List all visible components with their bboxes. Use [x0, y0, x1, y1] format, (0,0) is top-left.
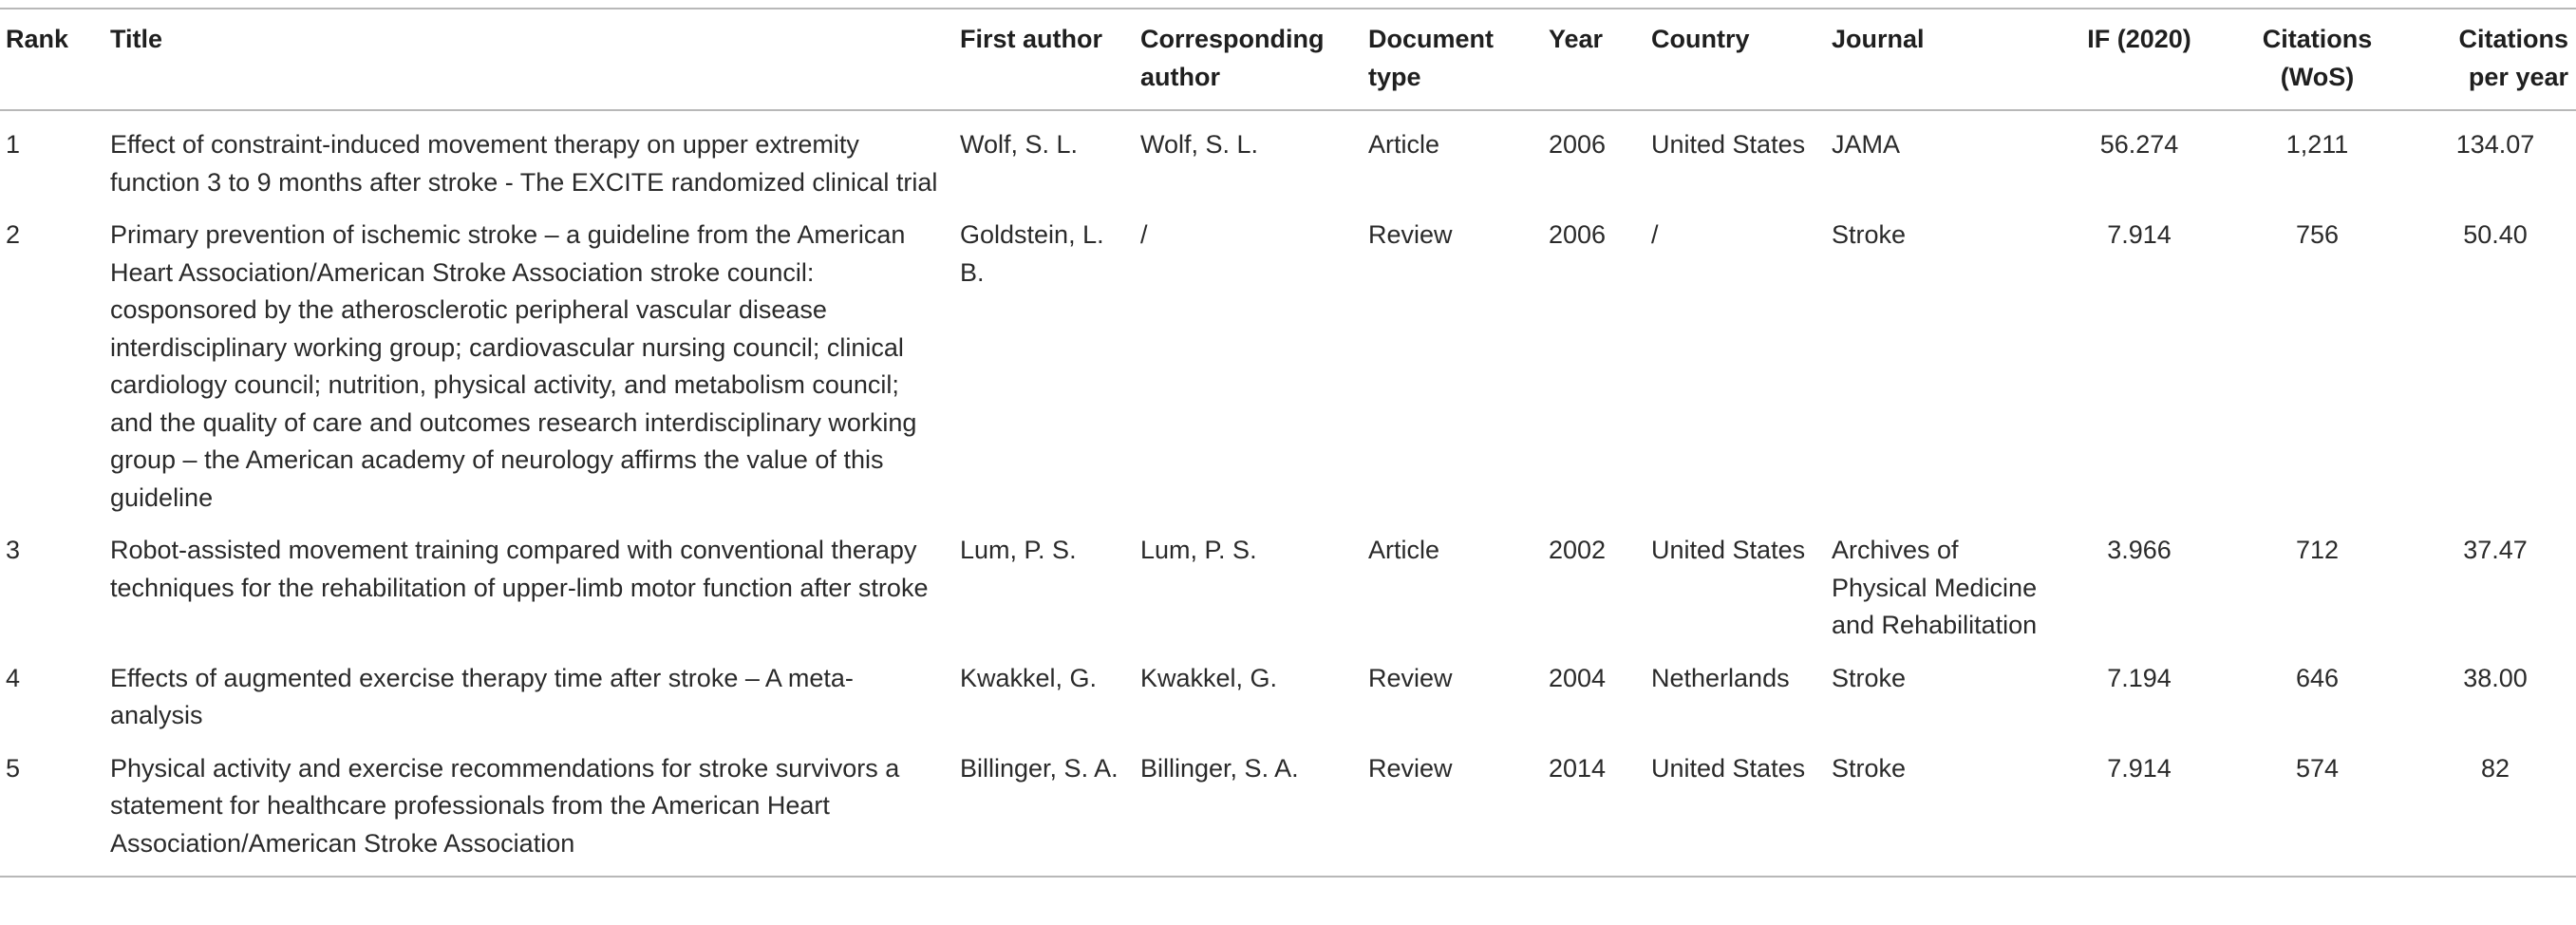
- cell-journal: JAMA: [1832, 130, 1901, 159]
- cell-corresponding-author: Lum, P. S.: [1140, 536, 1257, 564]
- cell-corresponding-author: Kwakkel, G.: [1140, 663, 1278, 692]
- header-country: Country: [1651, 25, 1750, 53]
- cell-journal: Stroke: [1832, 753, 1907, 783]
- cell-year: 2002: [1549, 536, 1607, 564]
- cell-corresponding-author: Billinger, S. A.: [1140, 753, 1299, 783]
- cell-corresponding-author: Wolf, S. L.: [1140, 130, 1259, 159]
- cell-document-type: Article: [1368, 130, 1440, 159]
- cell-citations-wos: 756: [2295, 220, 2340, 249]
- table-row: [0, 203, 2576, 519]
- cell-rank: 5: [6, 753, 21, 783]
- header-journal: Journal: [1832, 25, 1925, 53]
- cell-if-2020: 7.194: [2107, 663, 2172, 692]
- cell-citations-per-year: 37.47: [2463, 536, 2528, 564]
- header-year: Year: [1549, 25, 1604, 53]
- cell-citations-per-year: 82: [2480, 753, 2510, 783]
- cell-citations-wos: 1,211: [2285, 130, 2349, 159]
- cell-rank: 3: [6, 536, 21, 564]
- header-first-author: First author: [960, 25, 1103, 53]
- cell-journal: Stroke: [1832, 663, 1907, 692]
- cell-citations-per-year: 38.00: [2463, 663, 2528, 692]
- header-title: Title: [110, 25, 163, 53]
- cell-year: 2006: [1549, 220, 1607, 249]
- cell-country: United States: [1651, 130, 1806, 159]
- cell-document-type: Review: [1368, 220, 1453, 249]
- cell-first-author: Goldstein, L. B.: [960, 220, 1104, 287]
- cell-if-2020: 56.274: [2099, 130, 2179, 159]
- cell-citations-per-year: 134.07: [2455, 130, 2535, 159]
- cell-year: 2006: [1549, 130, 1607, 159]
- table-row: [0, 519, 2576, 647]
- cell-country: United States: [1651, 753, 1806, 783]
- cell-citations-per-year: 50.40: [2463, 220, 2528, 249]
- cell-if-2020: 7.914: [2107, 753, 2172, 783]
- cell-document-type: Review: [1368, 753, 1453, 783]
- cell-citations-wos: 574: [2295, 753, 2340, 783]
- cell-rank: 4: [6, 663, 21, 692]
- cell-first-author: Lum, P. S.: [960, 536, 1077, 564]
- cell-title: Primary prevention of ischemic stroke – a guideline from the American Heart Association/American Stroke Association stroke council: cosponsored by the atherosclerotic peripheral vascular disease interdisciplinary working group; cardiovascular nursing council; clinical cardiology council; nutrition, physical activity, and metabolism council; and the quality of care and outcomes research interdisciplinary working group – the American academy of neurology affirms the value of this guideline: [110, 220, 917, 512]
- table-row: [0, 110, 2576, 203]
- cell-country: United States: [1651, 536, 1806, 564]
- table-row: [0, 647, 2576, 737]
- cell-journal: Archives of Physical Medicine and Rehabilitation: [1832, 536, 2038, 639]
- header-citations-per-year: Citations per year: [2458, 25, 2568, 91]
- cell-country: Netherlands: [1651, 663, 1790, 692]
- cell-country: /: [1651, 220, 1659, 249]
- header-document-type: Document type: [1368, 25, 1495, 91]
- cell-if-2020: 7.914: [2107, 220, 2172, 249]
- table-body: [0, 110, 2576, 877]
- cell-title: Robot-assisted movement training compared with conventional therapy techniques for the rehabilitation of upper-limb motor function after stroke: [110, 536, 929, 602]
- header-rank: Rank: [6, 25, 69, 53]
- cell-document-type: Article: [1368, 536, 1440, 564]
- top-cited-papers-table: [0, 8, 2576, 878]
- header-if-2020: IF (2020): [2087, 25, 2191, 53]
- cell-citations-wos: 712: [2295, 536, 2340, 564]
- cell-first-author: Billinger, S. A.: [960, 753, 1119, 783]
- header-citations-wos: Citations (WoS): [2262, 25, 2373, 91]
- cell-rank: 1: [6, 130, 21, 159]
- cell-journal: Stroke: [1832, 220, 1907, 249]
- cell-title: Physical activity and exercise recommendations for stroke survivors a statement for healthcare professionals from the American Heart Association/American Stroke Association: [110, 753, 900, 858]
- cell-year: 2014: [1549, 753, 1607, 783]
- cell-title: Effects of augmented exercise therapy time after stroke – A meta-analysis: [110, 663, 854, 729]
- cell-first-author: Kwakkel, G.: [960, 663, 1098, 692]
- cell-if-2020: 3.966: [2107, 536, 2172, 564]
- cell-document-type: Review: [1368, 663, 1453, 692]
- cell-corresponding-author: /: [1140, 220, 1148, 249]
- cell-title: Effect of constraint-induced movement therapy on upper extremity function 3 to 9 months after stroke - The EXCITE randomized clinical trial: [110, 130, 938, 197]
- table-header: [0, 9, 2576, 110]
- cell-first-author: Wolf, S. L.: [960, 130, 1079, 159]
- cell-rank: 2: [6, 220, 21, 249]
- header-corresponding-author: Corresponding author: [1140, 25, 1325, 91]
- header-row: [0, 9, 2576, 110]
- table-row: [0, 737, 2576, 878]
- cell-year: 2004: [1549, 663, 1607, 692]
- cell-citations-wos: 646: [2295, 663, 2340, 692]
